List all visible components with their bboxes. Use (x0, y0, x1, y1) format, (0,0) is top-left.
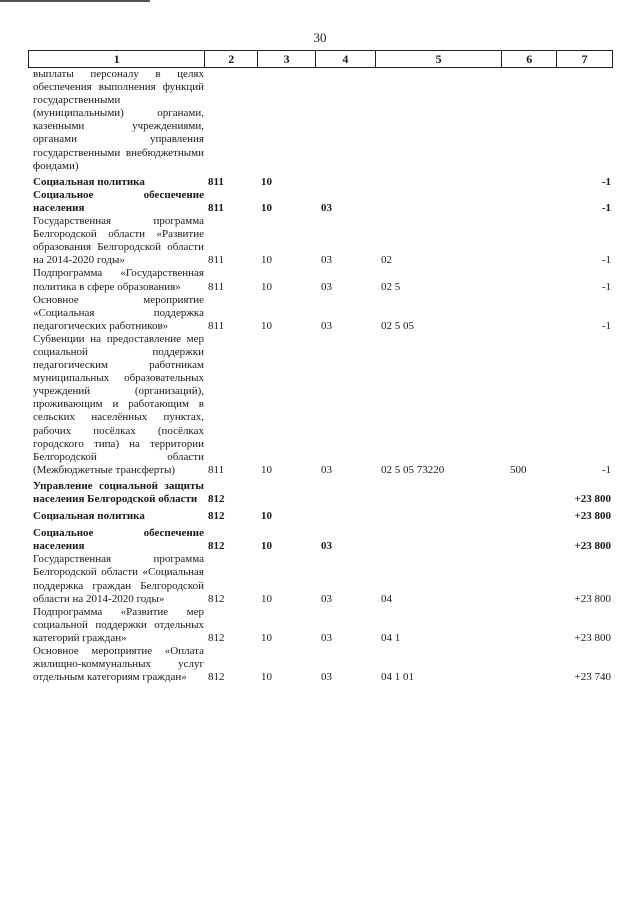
col-4-cell: 03 (321, 463, 332, 476)
row-name-cell: Социальное обеспечение населения (33, 188, 204, 214)
col-3-cell: 10 (261, 631, 272, 644)
header-col-7: 7 (556, 51, 612, 67)
col-7-cell: -1 (601, 201, 611, 214)
row-name-cell: Основное мероприятие «Оплата жилищно-коммунальных услуг отдельным категориям граждан» (33, 645, 204, 684)
table-row (28, 189, 613, 215)
table-body (28, 68, 613, 684)
row-name-cell: Субвенции на предоставление мер социальной поддержки педагогическим работникам муниципальных образовательных учреждений (организаций), проживающим и работающим в сельских населённых пунктах, рабочих посёлках (посёлках городского типа) на территории Белгородской области (Межбюджетные трансферты) (33, 332, 204, 476)
row-name-cell: Управление социальной защиты населения Белгородской области (33, 479, 204, 505)
col-7-cell: -1 (601, 175, 611, 188)
col-5-cell: 04 1 01 (381, 671, 414, 684)
col-7-cell: -1 (601, 319, 611, 332)
col-5-cell: 04 1 (381, 631, 401, 644)
col-3-cell: 10 (261, 254, 272, 267)
col-5-cell: 02 5 05 73220 (381, 463, 445, 476)
table-header (28, 50, 613, 68)
col-2-cell: 812 (208, 592, 225, 605)
col-7-cell: +23 800 (574, 631, 611, 644)
table-row (28, 606, 613, 645)
table-row (28, 553, 613, 605)
col-7-cell: +23 800 (574, 540, 611, 553)
col-7-cell: +23 800 (574, 493, 611, 505)
row-name-cell: Социальная политика (33, 175, 145, 188)
col-7-cell: +23 800 (574, 592, 611, 605)
row-name-cell: Государственная программа Белгородской области «Развитие образования Белгородской области на 2014-2020 годы» (33, 215, 204, 267)
col-4-cell: 03 (321, 671, 332, 684)
budget-table (28, 50, 613, 684)
table-row (28, 176, 613, 189)
col-2-cell: 811 (208, 201, 224, 214)
col-5-cell: 04 (381, 592, 392, 605)
table-row (28, 480, 613, 506)
table-row (28, 645, 613, 684)
col-7-cell: -1 (601, 463, 611, 476)
col-7-cell: -1 (601, 254, 611, 267)
col-3-cell: 10 (261, 510, 272, 523)
col-3-cell: 10 (261, 175, 272, 188)
col-3-cell: 10 (261, 201, 272, 214)
header-col-5: 5 (375, 51, 502, 67)
table-row (28, 333, 613, 477)
col-4-cell: 03 (321, 540, 332, 553)
col-6-cell: 500 (510, 463, 527, 476)
col-2-cell: 811 (208, 280, 225, 293)
col-3-cell: 10 (261, 280, 272, 293)
col-2-cell: 812 (208, 671, 225, 684)
col-4-cell: 03 (321, 254, 332, 267)
col-2-cell: 811 (208, 254, 225, 267)
col-2-cell: 811 (208, 175, 224, 188)
col-7-cell: +23 740 (574, 671, 611, 684)
row-name-cell: Подпрограмма «Государственная политика в сфере образования» (33, 267, 204, 293)
col-2-cell: 812 (208, 631, 225, 644)
col-2-cell: 811 (208, 463, 225, 476)
col-5-cell: 02 5 05 (381, 319, 414, 332)
row-name-cell: Основное мероприятие «Социальная поддержка педагогических работников» (33, 293, 204, 332)
col-3-cell: 10 (261, 319, 272, 332)
col-2-cell: 811 (208, 319, 225, 332)
col-4-cell: 03 (321, 319, 332, 332)
header-col-2: 2 (204, 51, 257, 67)
table-row (28, 68, 613, 173)
row-name-cell: Государственная программа Белгородской области «Социальная поддержка граждан Белгородской области на 2014-2020 годы» (33, 553, 204, 605)
table-row (28, 215, 613, 267)
col-4-cell: 03 (321, 201, 332, 214)
col-2-cell: 812 (208, 493, 225, 505)
header-col-3: 3 (257, 51, 315, 67)
col-4-cell: 03 (321, 280, 332, 293)
row-name-cell: Социальное обеспечение населения (33, 527, 204, 553)
col-5-cell: 02 (381, 254, 392, 267)
table-row (28, 267, 613, 293)
col-3-cell: 10 (261, 463, 272, 476)
row-name-cell: выплаты персоналу в целях обеспечения выполнения функций государственными (муниципальными) органами, казенными учреждениями, органами управления государственными внебюджетными фондами) (33, 68, 204, 172)
table-row (28, 510, 613, 523)
top-rule (0, 0, 150, 2)
col-3-cell: 10 (261, 671, 272, 684)
col-2-cell: 812 (208, 540, 225, 553)
table-row (28, 294, 613, 333)
header-col-4: 4 (315, 51, 375, 67)
header-col-6: 6 (501, 51, 556, 67)
header-col-1: 1 (113, 51, 120, 66)
col-5-cell: 02 5 (381, 280, 401, 293)
col-3-cell: 10 (261, 540, 272, 553)
col-3-cell: 10 (261, 592, 272, 605)
col-2-cell: 812 (208, 510, 225, 523)
col-4-cell: 03 (321, 631, 332, 644)
col-7-cell: +23 800 (574, 510, 611, 523)
page-number: 30 (313, 30, 327, 45)
col-4-cell: 03 (321, 592, 332, 605)
row-name-cell: Социальная политика (33, 510, 145, 523)
col-7-cell: -1 (601, 280, 611, 293)
row-name-cell: Подпрограмма «Развитие мер социальной поддержки отдельных категорий граждан» (33, 605, 204, 644)
table-row (28, 527, 613, 553)
